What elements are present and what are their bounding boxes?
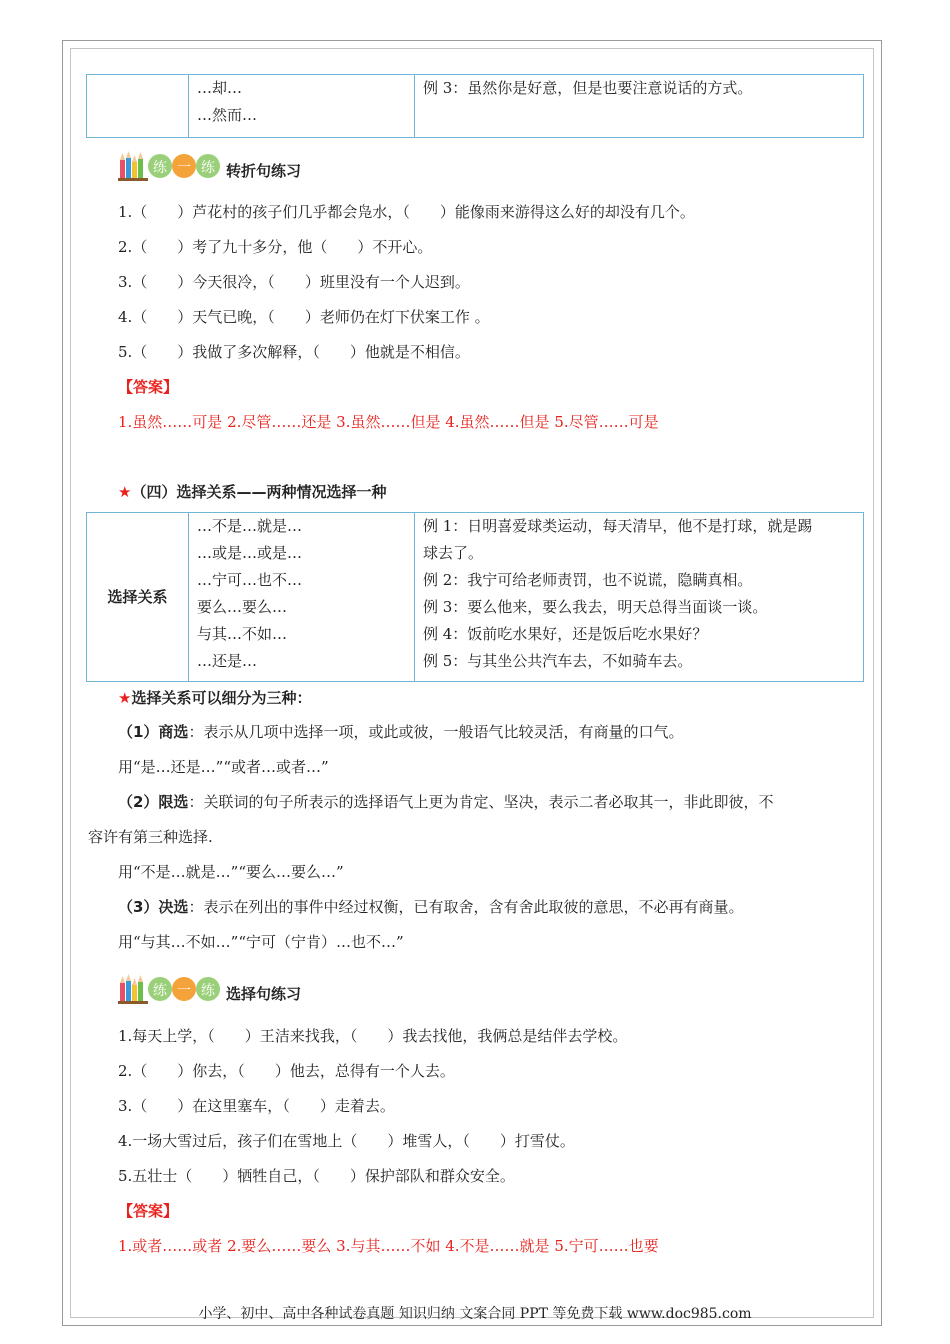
question: 1.每天上学，（ ）王洁来找我，（ ）我去找他，我俩总是结伴去学校。 (118, 1027, 628, 1045)
question: 5.（ ）我做了多次解释，（ ）他就是不相信。 (118, 343, 470, 361)
paragraph (118, 721, 683, 742)
words-cell (189, 513, 415, 682)
practice-title: 选择句练习 (226, 985, 302, 1003)
star-icon: ★ (118, 689, 132, 707)
answer-text: 1.虽然……可是 2.尽管……还是 3.虽然……但是 4.虽然……但是 5.尽管……可是 (118, 413, 659, 431)
question: 1.（ ）芦花村的孩子们几乎都会凫水，（ ）能像雨来游得这么好的却没有几个。 (118, 203, 695, 221)
answer-label: 【答案】 (118, 378, 179, 396)
paragraph-continuation: 容许有第三种选择. (88, 828, 213, 846)
question: 2.（ ）你去，（ ）他去，总得有一个人去。 (118, 1062, 455, 1080)
example-sentence: 例 5：与其坐公共汽车去，不如骑车去。 (423, 652, 693, 670)
page-footer: 小学、初中、高中各种试卷真题 知识归纳 文案合同 PPT 等免费下载 www.doc985.com (198, 1306, 752, 1322)
conjunction-word: …却… (197, 79, 243, 97)
badge-char: 练 (153, 983, 167, 999)
question: 3.（ ）今天很冷，（ ）班里没有一个人迟到。 (118, 273, 470, 291)
example-sentence: 例 4：饭前吃水果好，还是饭后吃水果好？ (423, 625, 708, 643)
question: 4.一场大雪过后，孩子们在雪地上（ ）堆雪人，（ ）打雪仗。 (118, 1132, 575, 1150)
badge-char: 一 (177, 160, 191, 176)
badge-char: 一 (177, 983, 191, 999)
conjunction-word: …宁可…也不… (197, 571, 303, 589)
question: 3.（ ）在这里塞车，（ ）走着去。 (118, 1097, 395, 1115)
practice-badge (118, 150, 438, 182)
category-cell (87, 75, 189, 138)
example-sentence: 例 3：虽然你是好意，但是也要注意说话的方式。 (423, 79, 753, 97)
subdivide-title: 选择关系可以细分为三种： (131, 689, 312, 707)
badge-char: 练 (201, 983, 215, 999)
paragraph (118, 791, 773, 812)
badge-char: 练 (153, 160, 167, 176)
practice-badge (118, 973, 438, 1005)
table-row (87, 513, 864, 682)
example-sentence: 例 3：要么他来，要么我去，明天总得当面谈一谈。 (423, 598, 768, 616)
conjunction-word: …然而… (197, 106, 258, 124)
section-title: （四）选择关系——两种情况选择一种 (131, 483, 387, 501)
subdivide-heading (118, 687, 311, 708)
badge-char: 练 (201, 160, 215, 176)
paragraph (118, 896, 743, 917)
conjunction-table-contrast (86, 74, 864, 138)
term-text: ：表示在列出的事件中经过权衡，已有取舍，含有舍此取彼的意思，不必再有商量。 (188, 898, 744, 916)
term-label: （3）决选 (118, 898, 189, 916)
answer-label: 【答案】 (118, 1202, 179, 1220)
term-text: ：表示从几项中选择一项，或此或彼，一般语气比较灵活，有商量的口气。 (188, 723, 684, 741)
conjunction-word: …不是…就是… (197, 517, 303, 535)
question: 5.五壮士（ ）牺牲自己，（ ）保护部队和群众安全。 (118, 1167, 515, 1185)
example-sentence: 球去了。 (423, 544, 484, 562)
usage-line: 用“不是…就是…”“要么…要么…” (118, 863, 344, 881)
conjunction-word: 与其…不如… (197, 625, 288, 643)
question: 4.（ ）天气已晚，（ ）老师仍在灯下伏案工作 。 (118, 308, 490, 326)
conjunction-word: …还是… (197, 652, 258, 670)
practice-title: 转折句练习 (226, 162, 302, 180)
answer-text: 1.或者……或者 2.要么……要么 3.与其……不如 4.不是……就是 5.宁可……也要 (118, 1237, 659, 1255)
examples-cell (415, 513, 864, 682)
conjunction-table-choice (86, 512, 864, 682)
conjunction-word: …或是…或是… (197, 544, 303, 562)
examples-cell (415, 75, 864, 138)
star-icon: ★ (118, 483, 132, 501)
question: 2.（ ）考了九十多分，他（ ）不开心。 (118, 238, 433, 256)
term-text: ：关联词的句子所表示的选择语气上更为肯定、坚决，表示二者必取其一，非此即彼，不 (188, 793, 774, 811)
usage-line: 用“是…还是…”“或者…或者…” (118, 758, 329, 776)
table-row (87, 75, 864, 138)
example-sentence: 例 1：日明喜爱球类运动，每天清早，他不是打球，就是踢 (423, 517, 813, 535)
words-cell (189, 75, 415, 138)
usage-line: 用“与其…不如…”“宁可（宁肯）…也不…” (118, 933, 404, 951)
example-sentence: 例 2：我宁可给老师责罚，也不说谎，隐瞒真相。 (423, 571, 753, 589)
term-label: （1）商选 (118, 723, 189, 741)
conjunction-word: 要么…要么… (197, 598, 288, 616)
section-heading (118, 481, 386, 502)
term-label: （2）限选 (118, 793, 189, 811)
category-cell: 选择关系 (87, 513, 189, 682)
